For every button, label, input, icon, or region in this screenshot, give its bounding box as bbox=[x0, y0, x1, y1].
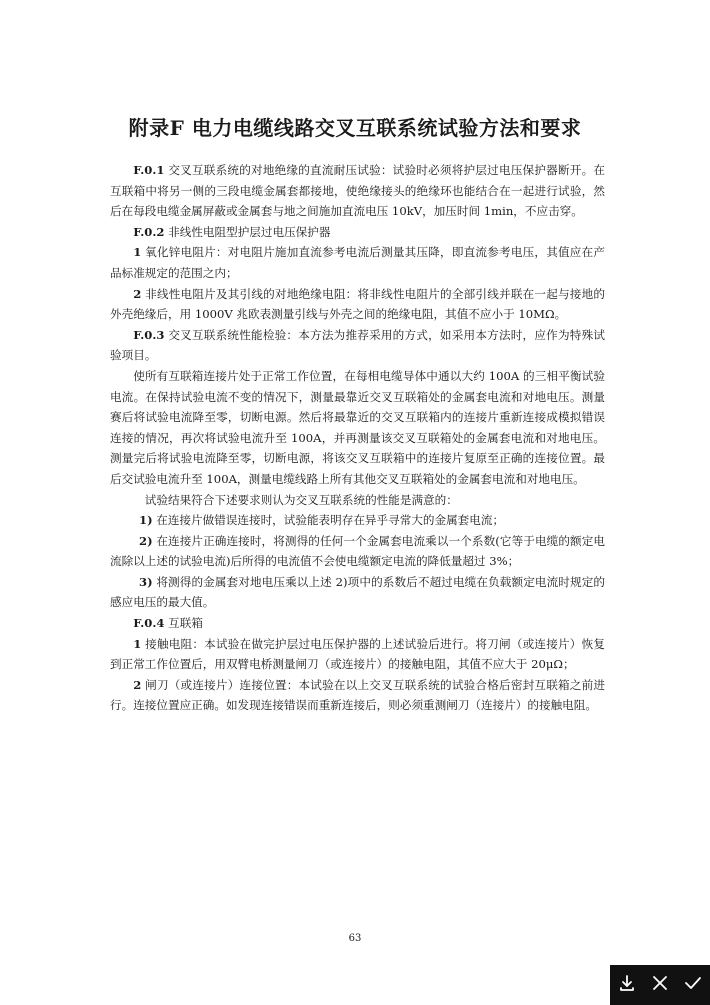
item-text: 闸刀（或连接片）连接位置：本试验在以上交叉互联系统的试验合格后密封互联箱之前进行。连接位置应正确。如发现连接错误而重新连接后，则必须重测闸刀（连接片）的接触电阻。 bbox=[110, 677, 605, 713]
clause-f02 bbox=[110, 222, 605, 243]
close-button[interactable] bbox=[647, 972, 673, 998]
item-f03-1 bbox=[110, 510, 605, 531]
item-text: 氧化锌电阻片：对电阻片施加直流参考电流后测量其压降，即直流参考电压，其值应在产品标准规定的范围之内； bbox=[110, 245, 605, 280]
download-icon bbox=[617, 973, 637, 997]
clause-text: 交叉互联系统的对地绝缘的直流耐压试验：试验时必须将护层过电压保护器断开。在互联箱中将另一侧的三段电缆金属套都接地，使绝缘接头的绝缘环也能结合在一起进行试验，然后在每段电缆金属屏蔽或金属套与地之间施加直流电压 10kV，加压时间 1min，不应击穿。 bbox=[110, 163, 605, 219]
document-body bbox=[110, 160, 605, 716]
item-f04-1 bbox=[110, 634, 605, 675]
clause-text: 交叉互联系统性能检验：本方法为推荐采用的方式，如采用本方法时，应作为特殊试验项目。 bbox=[110, 327, 605, 363]
item-text: 在连接片正确连接时，将测得的任何一个金属套电流乘以一个系数(它等于电缆的额定电流除以上述的试验电流)后所得的电流值不会使电缆额定电流的降低量超过 3%； bbox=[110, 533, 605, 569]
item-f04-2 bbox=[110, 675, 605, 716]
item-text: 在连接片做错误连接时，试验能表明存在异乎寻常大的金属套电流； bbox=[152, 513, 505, 528]
item-f03-2 bbox=[110, 531, 605, 572]
item-text: 非线性电阻片及其引线的对地绝缘电阻：将非线性电阻片的全部引线并联在一起与接地的外壳绝缘后，用 1000V 兆欧表测量引线与外壳之间的绝缘电阻，其值不应小于 10MΩ。 bbox=[110, 286, 605, 322]
close-icon bbox=[650, 973, 670, 997]
clause-number: F.0.1 bbox=[133, 163, 165, 177]
clause-f03 bbox=[110, 325, 605, 366]
item-number: 2 bbox=[133, 677, 142, 692]
item-text: 接触电阻：本试验在做完护层过电压保护器的上述试验后进行。将刀闸（或连接片）恢复到正常工作位置后，用双臂电桥测量闸刀（或连接片）的接触电阻，其值不应大于 20μΩ； bbox=[110, 636, 605, 672]
item-f03-3 bbox=[110, 572, 605, 613]
item-number: 3) bbox=[139, 574, 153, 589]
item-number: 1 bbox=[133, 636, 142, 651]
item-number: 2 bbox=[133, 286, 142, 301]
download-button[interactable] bbox=[614, 972, 640, 998]
clause-text: 非线性电阻型护层过电压保护器 bbox=[164, 224, 331, 239]
clause-text: 互联箱 bbox=[164, 616, 203, 631]
item-number: 1) bbox=[139, 513, 153, 528]
clause-number: F.0.2 bbox=[133, 224, 165, 239]
check-icon bbox=[683, 973, 703, 997]
item-f02-1 bbox=[110, 242, 605, 283]
action-toolbar bbox=[610, 965, 710, 1005]
item-number: 1 bbox=[133, 245, 142, 260]
item-text: 将测得的金属套对地电压乘以上述 2)项中的系数后不超过电缆在负载额定电流时规定的感应电压的最大值。 bbox=[110, 574, 605, 610]
paragraph-f03-procedure: 使所有互联箱连接片处于正常工作位置，在每相电缆导体中通以大约 100A 的三相平衡试验电流。在保持试验电流不变的情况下，测量最靠近交叉互联箱处的金属套电流和对地电压。测量赛后将试验电流降至零，切断电源。然后将最靠近的交叉互联箱内的连接片重新连接成模拟错误连接的情况，再次将试验电流升至 100A，并再测量该交叉互联箱处的金属套电流和对地电压。测量完后将试验电流降至零，切断电源，将该交叉互联箱中的连接片复原至正确的连接位置。最后交试验电流升至 100A，测量电缆线路上所有其他交叉互联箱处的金属套电流和对地电压。 bbox=[110, 368, 605, 486]
clause-f01 bbox=[110, 160, 605, 222]
item-number: 2) bbox=[139, 533, 153, 548]
page-number: 63 bbox=[348, 933, 362, 944]
paragraph-f03-criteria: 试验结果符合下述要求则认为交叉互联系统的性能是满意的： bbox=[144, 492, 458, 507]
item-f02-2 bbox=[110, 284, 605, 325]
clause-number: F.0.3 bbox=[133, 327, 165, 342]
page-title: 附录F 电力电缆线路交叉互联系统试验方法和要求 bbox=[128, 116, 582, 140]
confirm-button[interactable] bbox=[680, 972, 706, 998]
clause-f04 bbox=[110, 613, 605, 634]
clause-number: F.0.4 bbox=[133, 616, 165, 631]
